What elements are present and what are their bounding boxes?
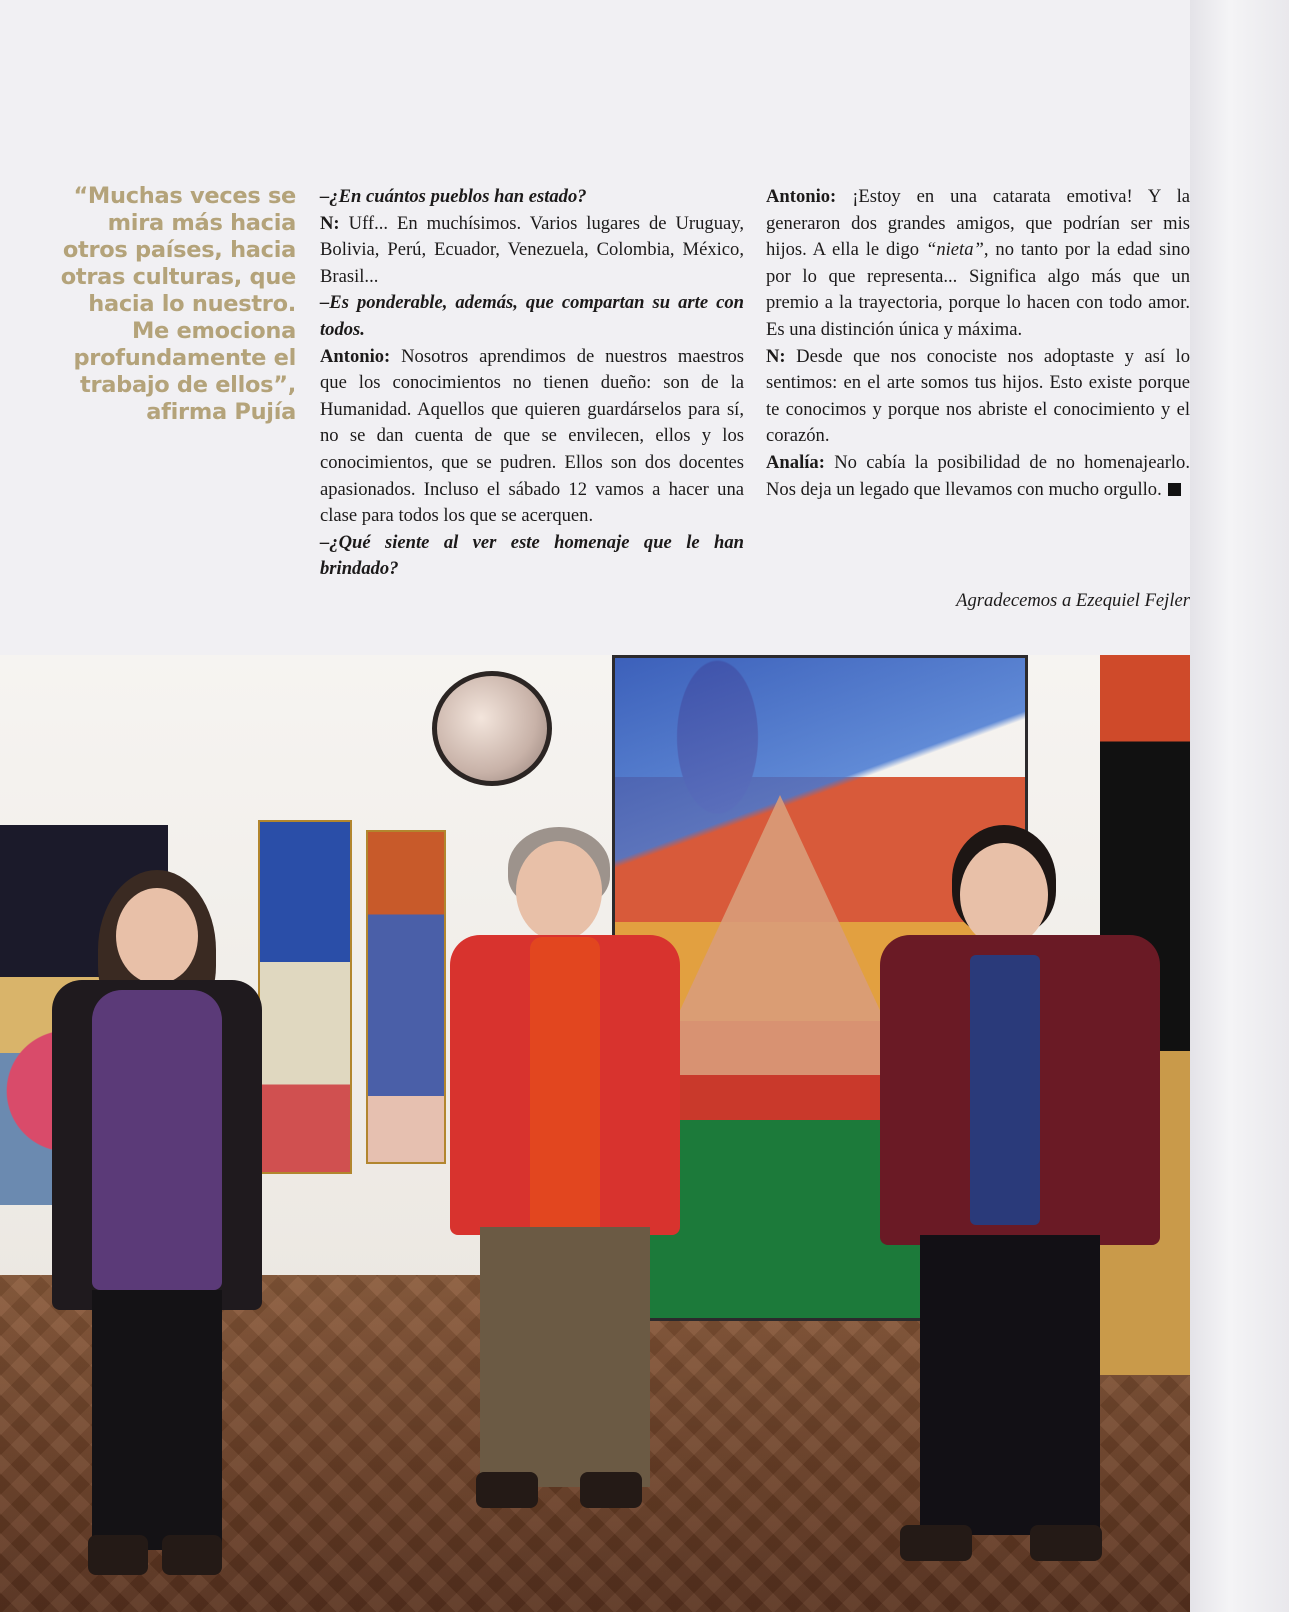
painting-panel-1 bbox=[258, 820, 352, 1174]
person-older-man bbox=[450, 827, 680, 1517]
answer-3 bbox=[766, 184, 1190, 344]
column-middle bbox=[320, 184, 744, 583]
page-edge bbox=[1190, 0, 1289, 1612]
column-right bbox=[766, 184, 1190, 503]
answer-text: , no tanto por la edad sino por lo que representa... Significa algo más que un premio a la trayectoria, porque lo hacen con todo amor. Es una distinción única y máxima. bbox=[766, 239, 1190, 340]
round-mirror bbox=[432, 671, 552, 786]
answer-text: ¡Estoy en una catarata emotiva! Y la generaron dos grandes amigos, que podrían ser mis hijos. A ella le digo bbox=[766, 186, 1190, 261]
question-1: –¿En cuántos pueblos han estado? bbox=[320, 186, 587, 207]
gallery-photo bbox=[0, 655, 1190, 1612]
speaker-label: Antonio: bbox=[766, 186, 837, 207]
speaker-label: N: bbox=[320, 212, 340, 234]
speaker-label: Analía: bbox=[766, 451, 825, 473]
answer-4 bbox=[766, 344, 1190, 450]
answer-text: Uff... En muchísimos. Varios lugares de Uruguay, Bolivia, Perú, Ecuador, Venezuela, Colombia, México, Brasil... bbox=[320, 212, 744, 287]
answer-1 bbox=[320, 211, 744, 291]
question-2: –Es ponderable, además, que compartan su arte con todos. bbox=[320, 292, 744, 340]
quoted-word: “nieta” bbox=[926, 239, 984, 261]
answer-2 bbox=[320, 344, 744, 530]
speaker-label: N: bbox=[766, 345, 786, 367]
speaker-label: Antonio: bbox=[320, 345, 391, 367]
person-woman bbox=[52, 870, 262, 1590]
painting-panel-2 bbox=[366, 830, 446, 1164]
photo-credit: Agradecemos a Ezequiel Fejler bbox=[956, 590, 1190, 611]
pull-quote: “Muchas veces se mira más hacia otros países, hacia otras culturas, que hacia lo nuestro. Me emociona profundamente el trabajo de ellos”, afirma Pujía bbox=[60, 183, 296, 425]
question-3: –¿Qué siente al ver este homenaje que le han brindado? bbox=[320, 531, 744, 580]
end-mark-icon bbox=[1168, 483, 1181, 496]
answer-text: No cabía la posibilidad de no homenajearlo. Nos deja un legado que llevamos con mucho orgullo. bbox=[766, 451, 1190, 500]
answer-text: Desde que nos conociste nos adoptaste y así lo sentimos: en el arte somos tus hijos. Esto existe porque te conocimos y porque nos abriste el conocimiento y el corazón. bbox=[766, 345, 1190, 447]
answer-5 bbox=[766, 450, 1190, 503]
person-younger-man bbox=[860, 825, 1180, 1565]
answer-text: Nosotros aprendimos de nuestros maestros que los conocimientos no tienen dueño: son de la Humanidad. Aquellos que quieren guardárselos para sí, no se dan cuenta de que se envilecen, ellos y los conocimientos, que se pudren. Ellos son dos docentes apasionados. Incluso el sábado 12 vamos a hacer una clase para todos los que se acerquen. bbox=[320, 345, 744, 527]
